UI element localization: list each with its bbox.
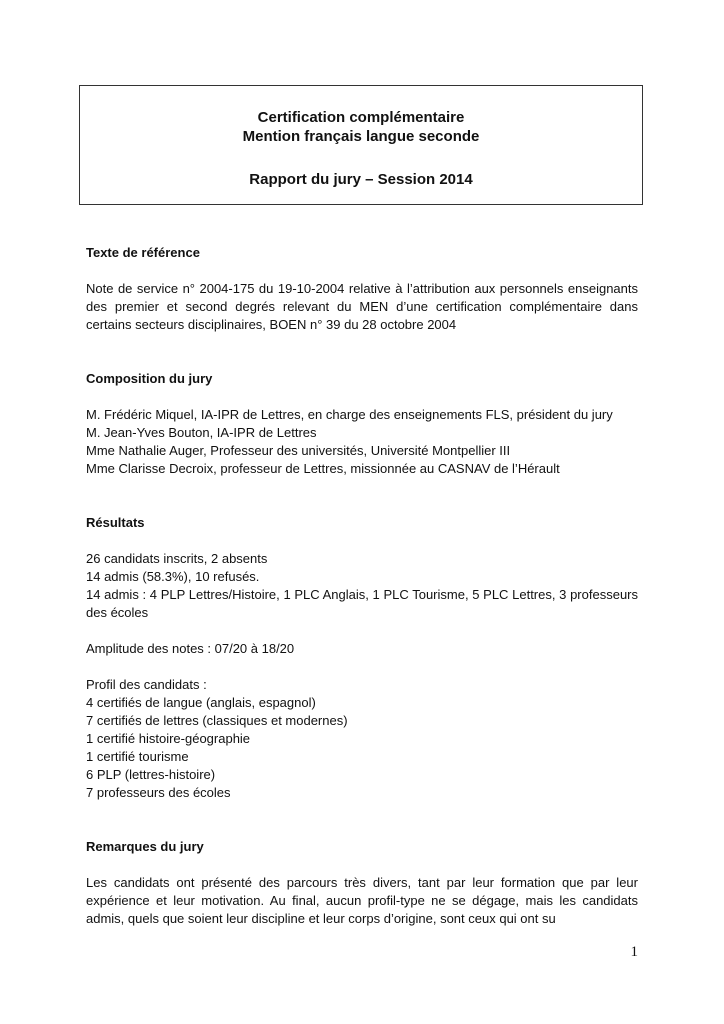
document-body	[86, 244, 638, 928]
profile-heading: Profil des candidats :	[86, 677, 207, 692]
page-number: 1	[630, 944, 638, 960]
results-line: 14 admis (58.3%), 10 refusés.	[86, 569, 260, 584]
results-line: 26 candidats inscrits, 2 absents	[86, 551, 268, 566]
title-line-2: Mention français langue seconde	[242, 128, 480, 145]
reference-heading: Texte de référence	[86, 245, 200, 260]
jury-member: M. Frédéric Miquel, IA-IPR de Lettres, en charge des enseignements FLS, président du jury	[86, 407, 613, 422]
profile-item: 7 certifiés de lettres (classiques et modernes)	[86, 713, 348, 728]
title-box	[79, 85, 643, 205]
profile-item: 6 PLP (lettres-histoire)	[86, 767, 216, 782]
results-lines	[86, 550, 638, 622]
amplitude-text: Amplitude des notes : 07/20 à 18/20	[86, 641, 295, 656]
jury-member: M. Jean-Yves Bouton, IA-IPR de Lettres	[86, 425, 317, 440]
results-heading: Résultats	[86, 515, 145, 530]
profile-item: 1 certifié tourisme	[86, 749, 189, 764]
title-line-1: Certification complémentaire	[257, 109, 465, 126]
jury-member: Mme Nathalie Auger, Professeur des universités, Université Montpellier III	[86, 443, 511, 458]
profile-item: 7 professeurs des écoles	[86, 785, 231, 800]
remarks-text: Les candidats ont présenté des parcours très divers, tant par leur formation que par leur expérience et leur motivation. Au final, aucun profil-type ne se dégage, mais les candidats admis, quels que soient leur discipline et leur corps d’origine, sont ceux qui ont su	[86, 875, 638, 926]
reference-text: Note de service n° 2004-175 du 19-10-2004 relative à l’attribution aux personnels enseignants des premier et second degrés relevant du MEN d’une certification complémentaire dans certains secteurs disciplinaires, BOEN n° 39 du 28 octobre 2004	[86, 281, 638, 332]
jury-members	[86, 406, 638, 478]
remarks-heading: Remarques du jury	[86, 839, 204, 854]
jury-member: Mme Clarisse Decroix, professeur de Lettres, missionnée au CASNAV de l’Hérault	[86, 461, 560, 476]
jury-heading: Composition du jury	[86, 371, 213, 386]
profile-list	[86, 694, 638, 802]
results-line: 14 admis : 4 PLP Lettres/Histoire, 1 PLC Anglais, 1 PLC Tourisme, 5 PLC Lettres, 3 professeurs des écoles	[86, 587, 638, 620]
profile-item: 4 certifiés de langue (anglais, espagnol)	[86, 695, 316, 710]
title-line-3: Rapport du jury – Session 2014	[249, 171, 473, 188]
profile-item: 1 certifié histoire-géographie	[86, 731, 251, 746]
